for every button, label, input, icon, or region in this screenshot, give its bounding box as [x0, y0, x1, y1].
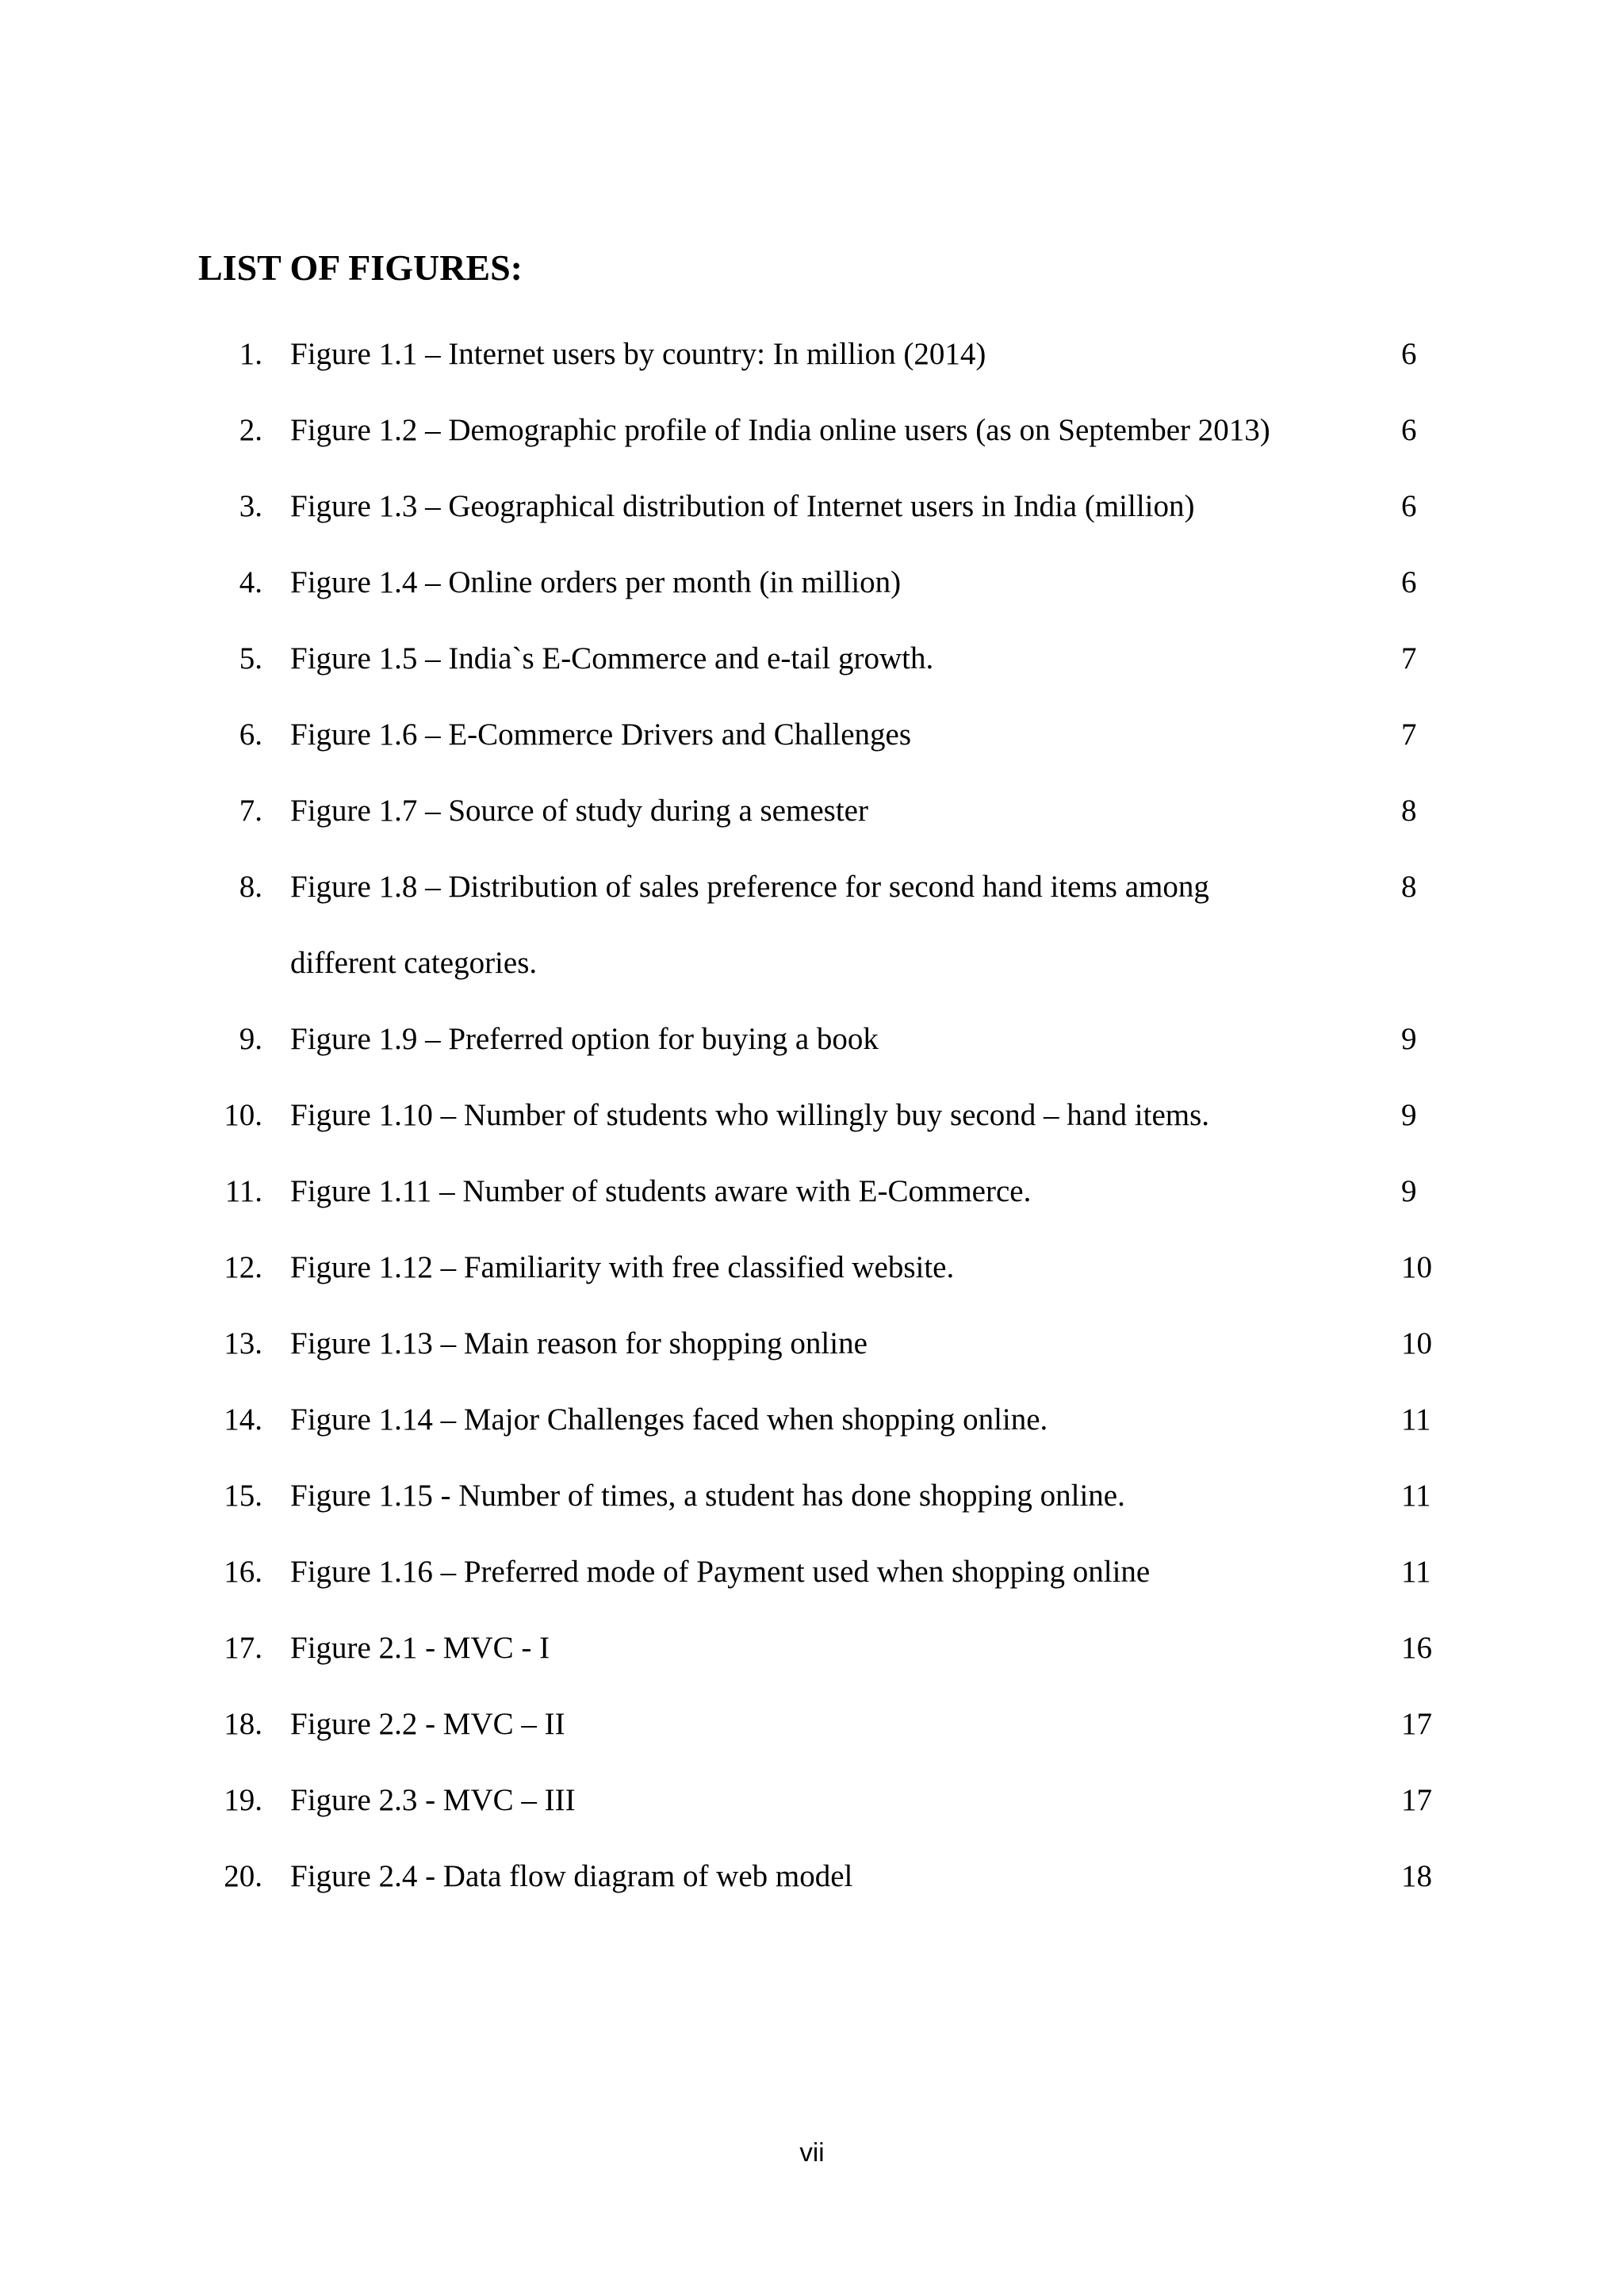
- item-number: 4.: [239, 565, 262, 599]
- list-item: [0, 1320, 1624, 1368]
- list-item: [0, 863, 1624, 980]
- item-number: 5.: [239, 641, 262, 675]
- item-page: 6: [1401, 337, 1417, 371]
- list-item: [0, 1548, 1624, 1596]
- list-item: [0, 1701, 1624, 1748]
- list-item: [0, 787, 1624, 835]
- item-number: 20.: [224, 1859, 262, 1893]
- item-title: Figure 1.12 – Familiarity with free classified website.: [290, 1250, 955, 1284]
- item-number: 19.: [224, 1783, 262, 1817]
- item-title: Figure 2.3 - MVC – III: [290, 1783, 576, 1817]
- item-title: Figure 2.1 - MVC - I: [290, 1631, 550, 1665]
- item-page: 18: [1401, 1859, 1432, 1893]
- item-page: 9: [1401, 1098, 1417, 1132]
- item-title: Figure 1.9 – Preferred option for buying a book: [290, 1022, 879, 1056]
- item-title: Figure 1.15 - Number of times, a student has done shopping online.: [290, 1479, 1125, 1513]
- item-page: 17: [1401, 1783, 1432, 1817]
- item-title: Figure 1.16 – Preferred mode of Payment used when shopping online: [290, 1555, 1151, 1589]
- item-page: 6: [1401, 565, 1417, 599]
- item-title: Figure 1.14 – Major Challenges faced when shopping online.: [290, 1402, 1048, 1437]
- item-page: 11: [1401, 1402, 1431, 1437]
- list-item: [0, 483, 1624, 530]
- list-item: [0, 1244, 1624, 1292]
- item-title: Figure 2.4 - Data flow diagram of web model: [290, 1859, 853, 1893]
- item-page: 7: [1401, 718, 1417, 752]
- item-page: 6: [1401, 413, 1417, 447]
- item-title: Figure 2.2 - MVC – II: [290, 1707, 565, 1741]
- item-page: 7: [1401, 641, 1417, 675]
- item-page: 16: [1401, 1631, 1432, 1665]
- page-title: LIST OF FIGURES:: [198, 247, 523, 288]
- list-item: [0, 559, 1624, 607]
- item-title: Figure 1.3 – Geographical distribution of Internet users in India (million): [290, 489, 1195, 523]
- item-number: 12.: [224, 1250, 262, 1284]
- list-item: [0, 1016, 1624, 1063]
- item-title: Figure 1.5 – India`s E-Commerce and e-tail growth.: [290, 641, 934, 675]
- item-number: 14.: [224, 1402, 262, 1437]
- item-number: 9.: [239, 1022, 262, 1056]
- item-number: 6.: [239, 718, 262, 752]
- item-number: 1.: [239, 337, 262, 371]
- item-title: Figure 1.13 – Main reason for shopping online: [290, 1326, 868, 1360]
- item-page: 11: [1401, 1555, 1431, 1589]
- item-page: 8: [1401, 794, 1417, 828]
- item-title: Figure 1.7 – Source of study during a semester: [290, 794, 868, 828]
- list-item: [0, 1777, 1624, 1824]
- item-number: 2.: [239, 413, 262, 447]
- item-number: 11.: [224, 1174, 262, 1208]
- list-item: [0, 635, 1624, 683]
- item-number: 10.: [224, 1098, 262, 1132]
- list-item: [0, 1472, 1624, 1520]
- item-number: 7.: [239, 794, 262, 828]
- list-item: [0, 1396, 1624, 1444]
- list-item: [0, 1092, 1624, 1139]
- item-title: Figure 1.1 – Internet users by country: In million (2014): [290, 337, 986, 371]
- item-page: 9: [1401, 1174, 1417, 1208]
- list-item: [0, 331, 1624, 378]
- item-title-continuation: different categories.: [290, 946, 538, 980]
- item-title: Figure 1.10 – Number of students who willingly buy second – hand items.: [290, 1098, 1210, 1132]
- item-number: 3.: [239, 489, 262, 523]
- item-title: Figure 1.4 – Online orders per month (in million): [290, 565, 902, 599]
- page-number: vii: [799, 2137, 825, 2167]
- item-page: 17: [1401, 1707, 1432, 1741]
- item-page: 9: [1401, 1022, 1417, 1056]
- list-item: [0, 711, 1624, 759]
- item-title: Figure 1.6 – E-Commerce Drivers and Challenges: [290, 718, 912, 752]
- item-page: 8: [1401, 870, 1417, 904]
- list-item: [0, 1853, 1624, 1900]
- list-item: [0, 1624, 1624, 1672]
- item-page: 10: [1401, 1250, 1432, 1284]
- item-number: 18.: [224, 1707, 262, 1741]
- item-number: 15.: [224, 1479, 262, 1513]
- item-page: 11: [1401, 1479, 1431, 1513]
- item-number: 17.: [224, 1631, 262, 1665]
- list-item: [0, 1168, 1624, 1215]
- item-title: Figure 1.8 – Distribution of sales preference for second hand items among: [290, 870, 1209, 904]
- item-number: 16.: [224, 1555, 262, 1589]
- list-item: [0, 407, 1624, 454]
- item-page: 10: [1401, 1326, 1432, 1360]
- item-number: 13.: [224, 1326, 262, 1360]
- item-page: 6: [1401, 489, 1417, 523]
- item-title: Figure 1.11 – Number of students aware with E-Commerce.: [290, 1174, 1032, 1208]
- item-number: 8.: [239, 870, 262, 904]
- item-title: Figure 1.2 – Demographic profile of India online users (as on September 2013): [290, 413, 1270, 447]
